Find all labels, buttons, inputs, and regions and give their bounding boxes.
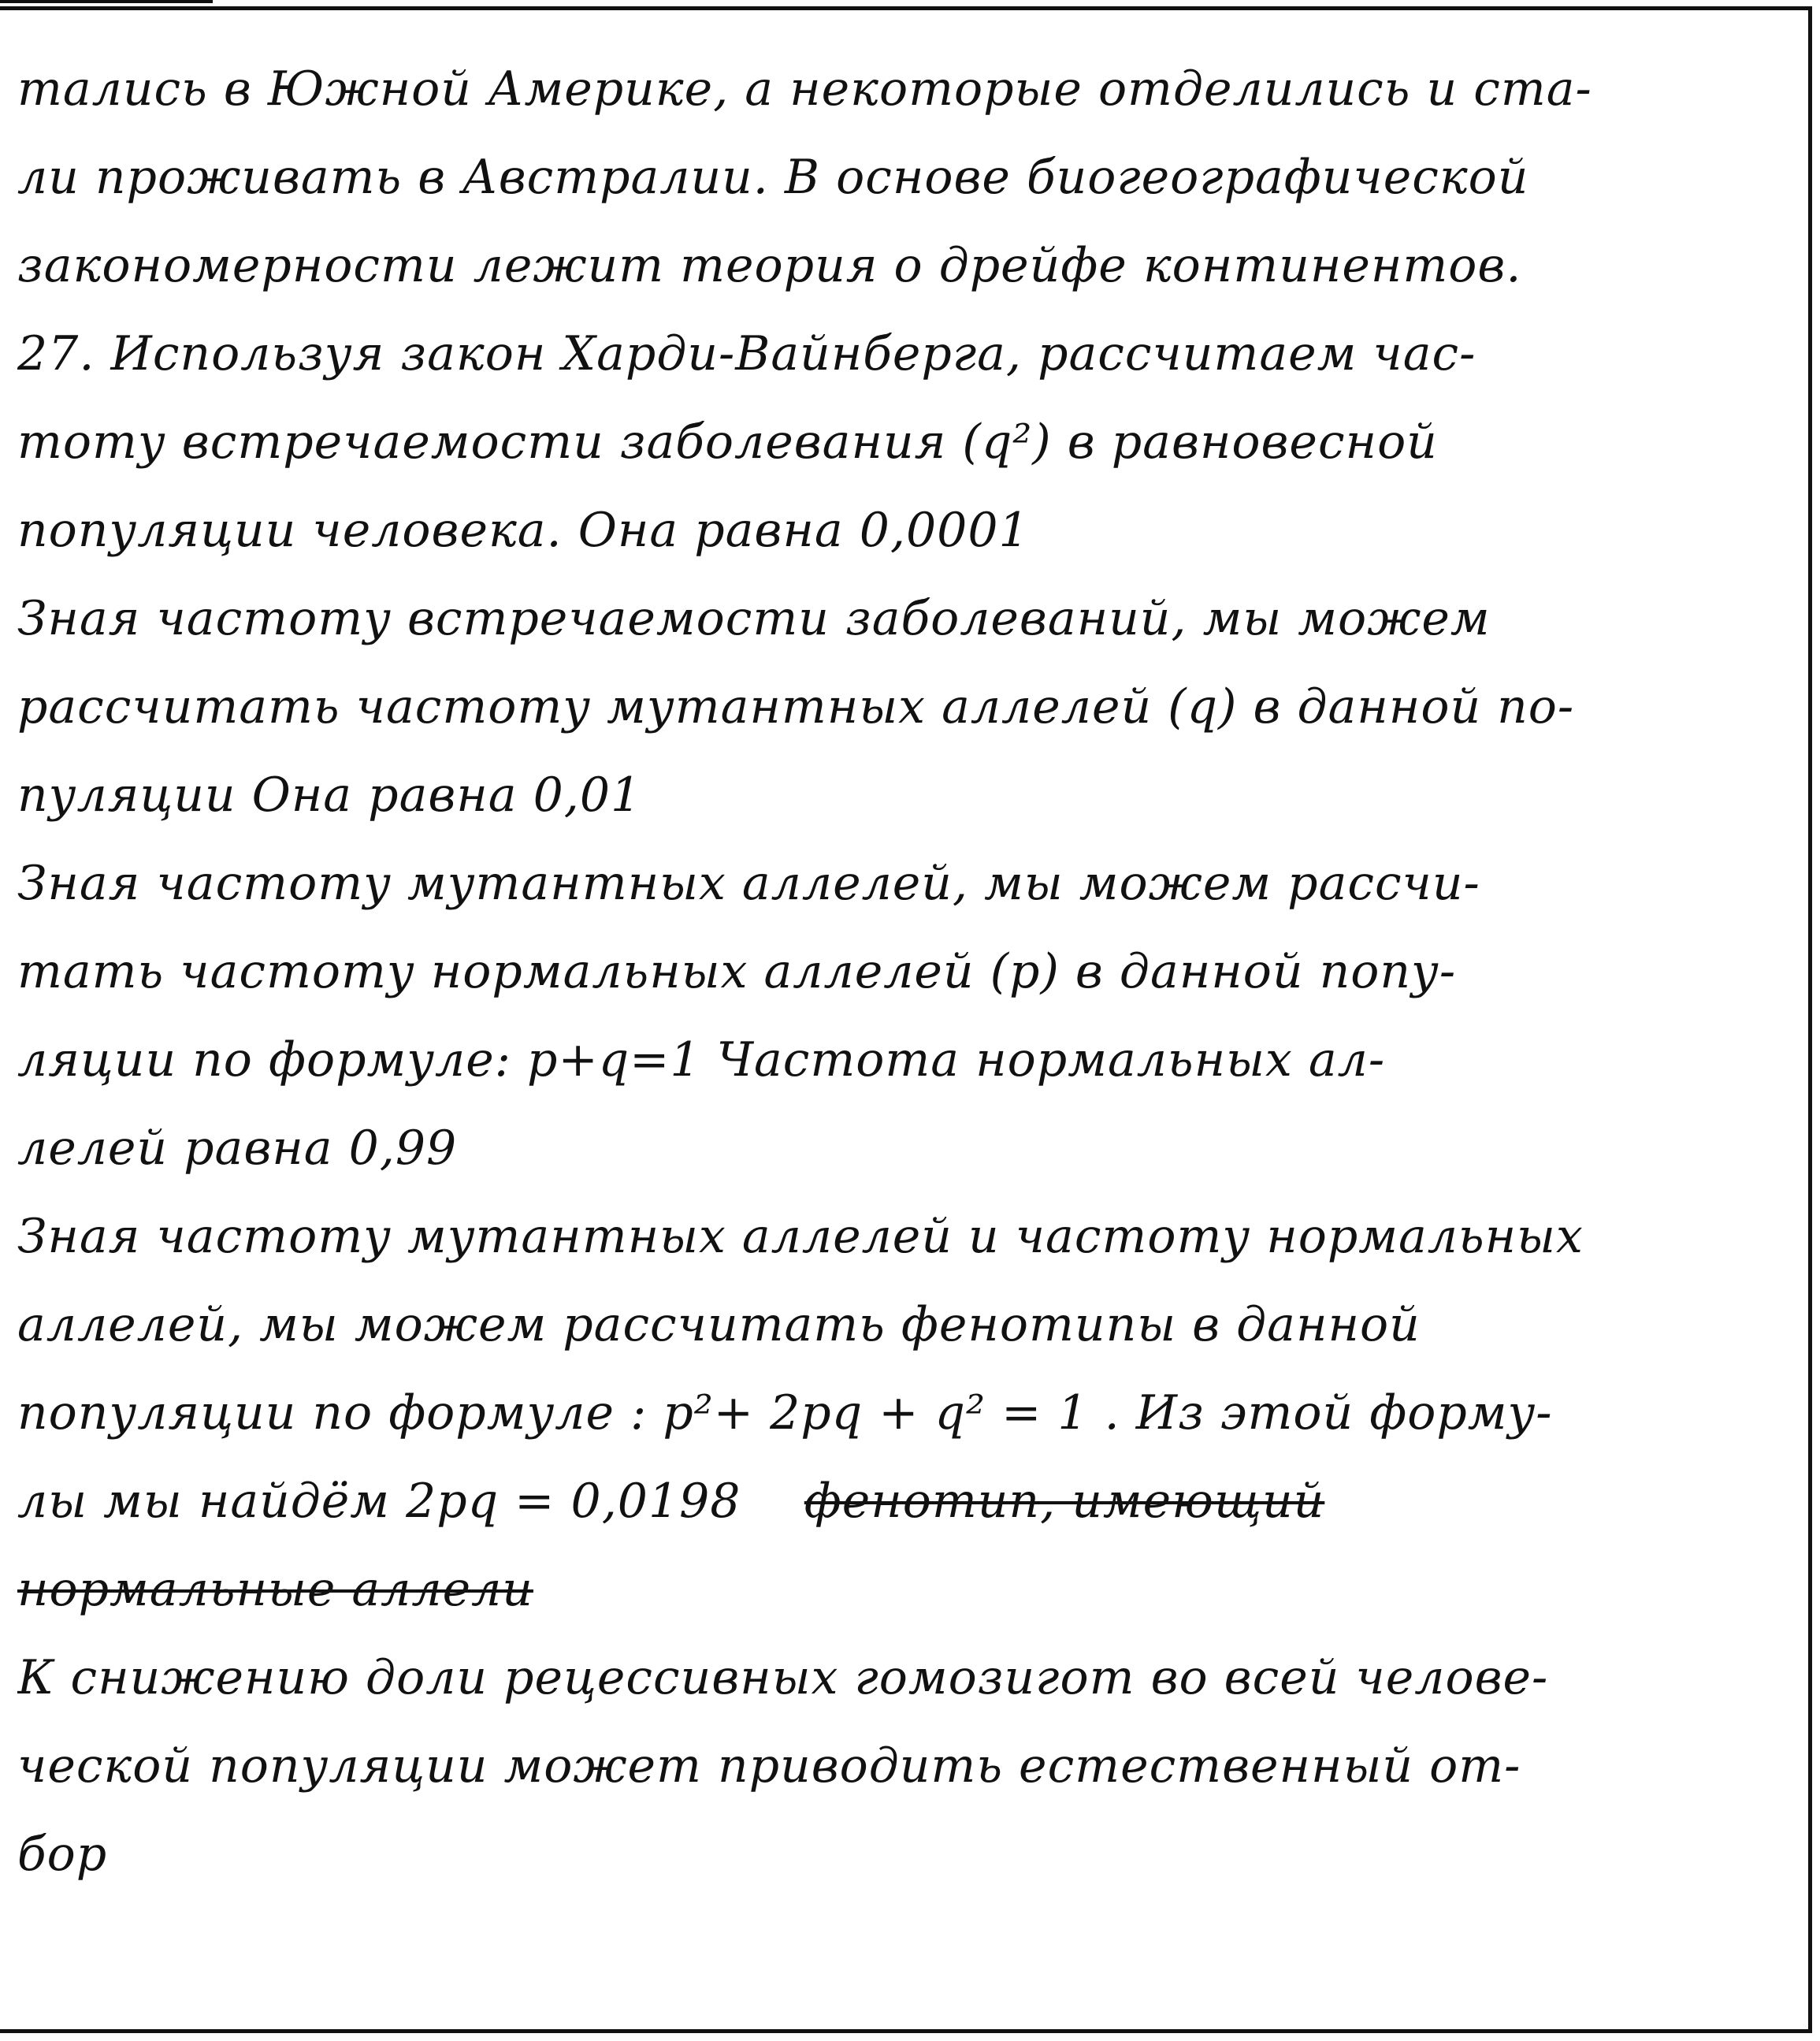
text-line: рассчитать частоту мутантных аллелей (q) в данной по- xyxy=(17,679,1575,734)
text-line: Зная частоту мутантных аллелей, мы можем рассчи- xyxy=(17,856,1480,911)
text-line: К снижению доли рецессивных гомозигот во всей челове- xyxy=(17,1650,1549,1705)
struck-text: нормальные аллели xyxy=(17,1562,533,1617)
text-line xyxy=(17,1548,1790,1630)
struck-text: фенотип, имеющий xyxy=(804,1474,1325,1529)
text-line: лелей равна 0,99 xyxy=(17,1121,458,1176)
text-line: Зная частоту мутантных аллелей и частоту нормальных xyxy=(17,1209,1584,1264)
text-line: Зная частоту встречаемости заболеваний, мы можем xyxy=(17,591,1491,646)
handwritten-page xyxy=(0,6,1812,2033)
text-line: 27. Используя закон Харди-Вайнберга, рассчитаем час- xyxy=(17,326,1476,381)
text-line: популяции по формуле : p²+ 2pq + q² = 1 . Из этой форму- xyxy=(17,1385,1553,1441)
text-line: ли проживать в Австралии. В основе биогеографической xyxy=(17,150,1529,205)
text-line: тались в Южной Америке, а некоторые отделились и ста- xyxy=(17,61,1592,117)
text-line: тать частоту нормальных аллелей (p) в данной попу- xyxy=(17,944,1457,999)
text-line: ляции по формуле: p+q=1 Частота нормальных ал- xyxy=(17,1032,1386,1087)
text-line xyxy=(17,1460,1790,1542)
text-line: тоту встречаемости заболевания (q²) в равновесной xyxy=(17,415,1438,470)
page-top-edge xyxy=(0,0,213,3)
text-line: популяции человека. Она равна 0,0001 xyxy=(17,503,1030,558)
text-line: пуляции Она равна 0,01 xyxy=(17,768,642,823)
text-line: аллелей, мы можем рассчитать фенотипы в данной xyxy=(17,1297,1421,1352)
text-line: ческой популяции может приводить естественный от- xyxy=(17,1738,1521,1794)
text-line-main: лы мы найдём 2pq = 0,0198 xyxy=(17,1474,741,1529)
text-line: закономерности лежит теория о дрейфе континентов. xyxy=(17,238,1522,293)
text-line: бор xyxy=(17,1827,108,1882)
